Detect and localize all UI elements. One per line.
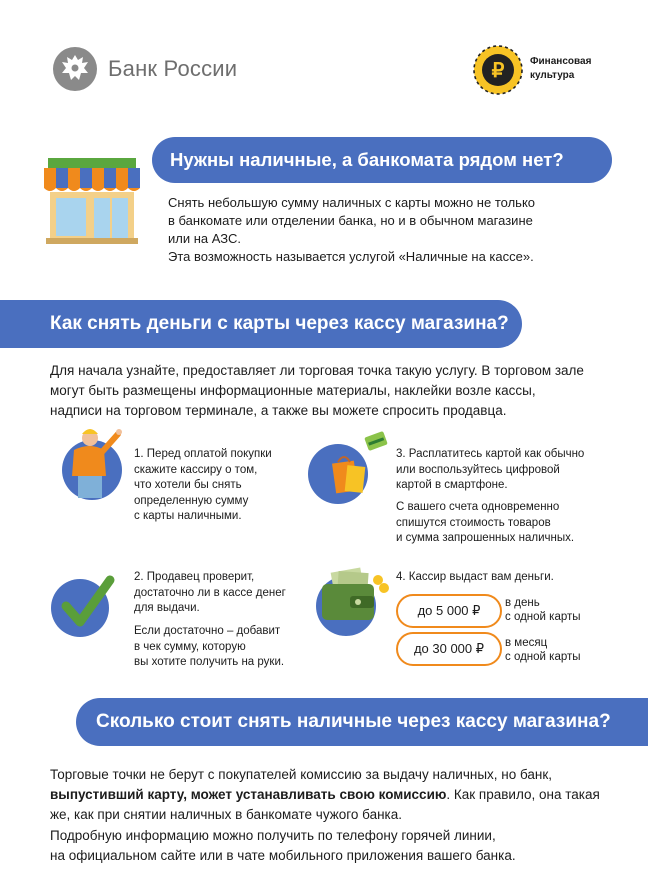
section2-intro-line: надписи на торговом терминале, а также вы можете спросить продавца. [50, 403, 507, 418]
step3-extra-text [396, 500, 606, 547]
step1-line: 1. Перед оплатой покупки [134, 448, 272, 460]
step3-line: или воспользуйтесь цифровой [396, 463, 560, 476]
section3-line: Торговые точки не берут с покупателей комиссию за выдачу наличных, но банк, [50, 767, 553, 782]
step3b-line: и сумма запрошенных наличных. [396, 532, 575, 544]
commission-highlight: выпустивший карту, может устанавливать свою комиссию [50, 787, 447, 802]
step1-line: что хотели бы снять [134, 479, 242, 491]
shop-storefront-icon [42, 158, 142, 246]
fin-culture-line2: культура [530, 70, 575, 81]
daily-limit-note-line: в день [505, 597, 540, 609]
financial-culture-label [530, 55, 620, 83]
step2-line: достаточно ли в кассе денег [134, 586, 286, 599]
step1-line: с карты наличными. [134, 510, 242, 522]
step3-text [396, 447, 606, 494]
section2-intro [50, 361, 610, 421]
section2-intro-line: могут быть размещены информационные материалы, наклейки возле кассы, [50, 383, 536, 398]
shopping-bags-card-icon [306, 432, 386, 508]
section1-line: Эта возможность называется услугой «Наличные на кассе». [168, 249, 534, 264]
daily-limit-note-line: с одной карты [505, 611, 581, 623]
section3-line: Подробную информацию можно получить по телефону горячей линии, [50, 828, 496, 843]
daily-limit-note [505, 596, 615, 624]
daily-limit-pill: до 5 000 ₽ [396, 594, 502, 628]
step2b-line: вы хотите получить на руки. [134, 656, 285, 668]
step3b-line: спишутся стоимость товаров [396, 516, 551, 529]
section1-title-banner: Нужны наличные, а банкомата рядом нет? [152, 137, 612, 183]
section2-title-banner: Как снять деньги с карты через кассу магазина? [0, 300, 522, 348]
bank-of-russia-eagle-icon [52, 46, 98, 92]
step3-line: 3. Расплатитесь картой как обычно [396, 448, 585, 460]
financial-culture-ruble-icon [472, 44, 524, 96]
step1-line: скажите кассиру о том, [134, 463, 258, 476]
section2-intro-line: Для начала узнайте, предоставляет ли торговая точка такую услугу. В торговом зале [50, 363, 584, 378]
step2-line: для выдачи. [134, 602, 200, 614]
section3-line [50, 785, 610, 805]
monthly-limit-note-line: с одной карты [505, 651, 581, 663]
step2-text [134, 570, 304, 617]
section3-title-banner: Сколько стоит снять наличные через кассу магазина? [76, 698, 648, 746]
person-pointing-icon [52, 420, 132, 500]
ruble-symbol: ₽ [491, 60, 505, 82]
monthly-limit-note-line: в месяц [505, 637, 548, 649]
step1-text [134, 447, 294, 525]
section3-line: на официальном сайте или в чате мобильного приложения вашего банка. [50, 848, 516, 863]
section1-line: или на АЗС. [168, 231, 241, 246]
monthly-limit-note [505, 636, 615, 664]
step2-extra-text [134, 624, 304, 671]
step1-line: определенную сумму [134, 494, 249, 507]
wallet-cash-icon [312, 568, 392, 638]
section3-paragraph2 [50, 826, 610, 866]
section3-paragraph1 [50, 765, 610, 825]
step2b-line: в чек сумму, которую [134, 640, 246, 653]
fin-culture-line1: Финансовая [530, 56, 592, 67]
checkmark-icon [50, 574, 120, 640]
bank-of-russia-name: Банк России [108, 56, 238, 81]
section1-line: в банкомате или отделении банка, но и в обычном магазине [168, 213, 533, 228]
section1-text [168, 194, 588, 266]
monthly-limit-pill: до 30 000 ₽ [396, 632, 502, 666]
section3-line-rest: . Как правило, она такая [446, 787, 600, 802]
step3-line: картой в смартфоне. [396, 479, 508, 491]
step3b-line: С вашего счета одновременно [396, 501, 560, 513]
step2-line: 2. Продавец проверит, [134, 571, 255, 583]
step2b-line: Если достаточно – добавит [134, 625, 281, 637]
step4-text: 4. Кассир выдаст вам деньги. [396, 571, 554, 583]
section3-line: же, как при снятии наличных в банкомате чужого банка. [50, 807, 402, 822]
section1-line: Снять небольшую сумму наличных с карты можно не только [168, 195, 536, 210]
